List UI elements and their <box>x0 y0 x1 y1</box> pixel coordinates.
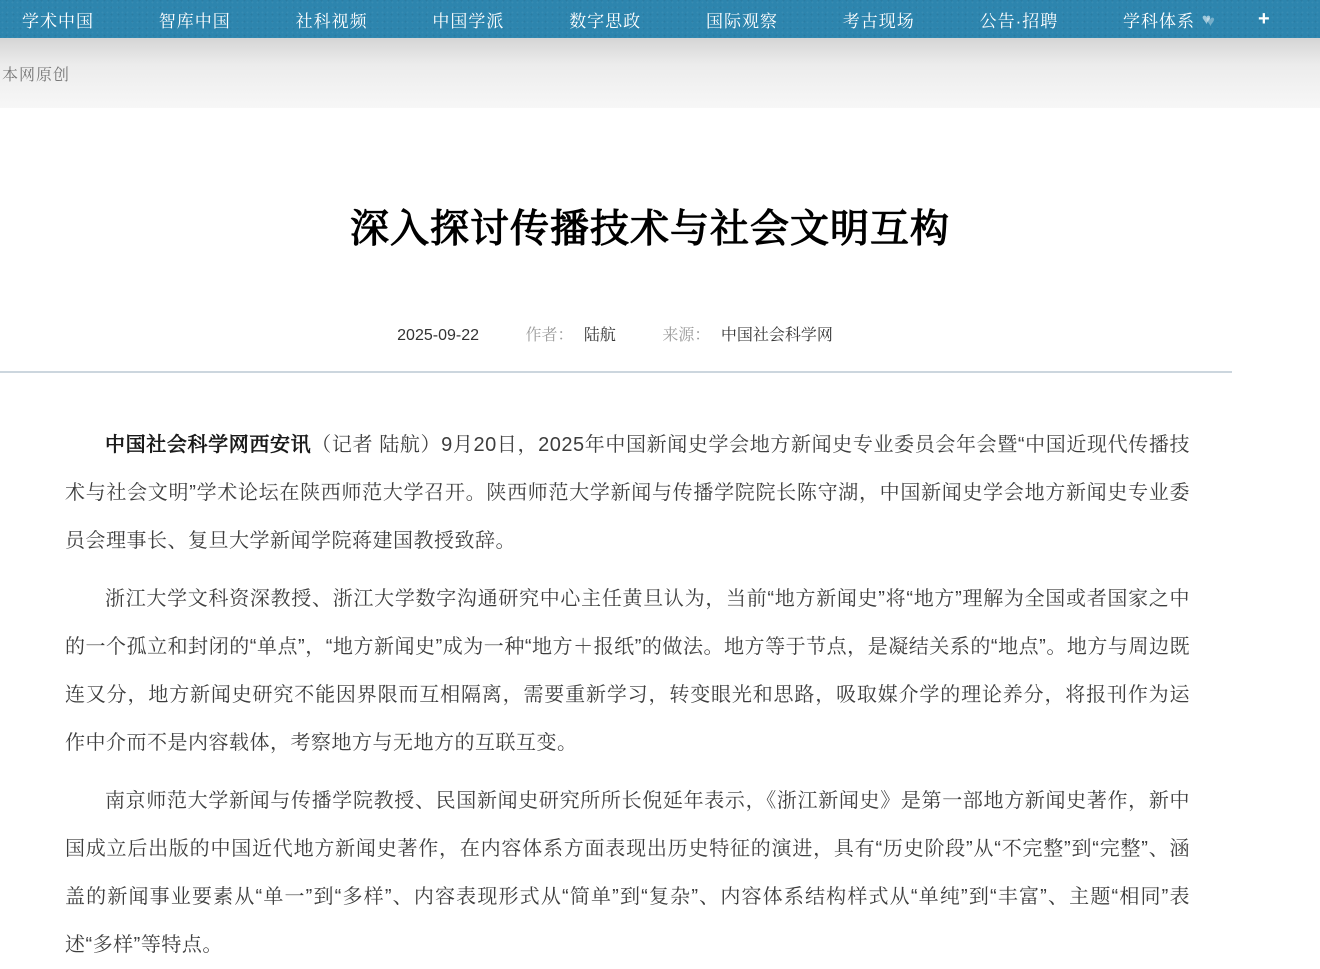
nav-items <box>22 7 1212 32</box>
article-title: 深入探讨传播技术与社会文明互构 <box>349 208 950 251</box>
article-page <box>0 108 1320 969</box>
paragraph-text: 南京师范大学新闻与传播学院教授、民国新闻史研究所所长倪延年表示，《浙江新闻史》是第一部地方新闻史著作，新中国成立后出版的中国近代地方新闻史著作，在内容体系方面表现出历史特征的演进，具有“历史阶段”从“不完整”到“完整”、涵盖的新闻事业要素从“单一”到“多样”、内容表现形式从“简单”到“复杂”、内容体系结构样式从“单纯”到“丰富”、主题“相同”表述“多样”等特点。 <box>65 790 1190 956</box>
paragraph-text: 浙江大学文科资深教授、浙江大学数字沟通研究中心主任黄旦认为，当前“地方新闻史”将“地方”理解为全国或者国家之中的一个孤立和封闭的“单点”，“地方新闻史”成为一种“地方＋报纸”的做法。地方等于节点，是凝结关系的“地点”。地方与周边既连又分，地方新闻史研究不能因界限而互相隔离，需要重新学习，转变眼光和思路，吸取媒介学的理论养分，将报刊作为运作中介而不是内容载体，考察地方与无地方的互联互变。 <box>65 588 1190 754</box>
source-name[interactable]: 中国社会科学网 <box>720 327 833 344</box>
article-body <box>65 421 1190 969</box>
nav-item-international-observe[interactable]: 国际观察 <box>705 11 778 31</box>
breadcrumb[interactable]: 本网原创 <box>2 67 71 84</box>
nav-item-thinktank-china[interactable]: 智库中国 <box>158 11 231 31</box>
paragraph-lead: 中国社会科学网西安讯 <box>105 434 312 456</box>
breadcrumb-band <box>0 38 1320 108</box>
paragraph-text: （记者 陆航）9月20日，2025年中国新闻史学会地方新闻史专业委员会年会暨“中国近现代传播技术与社会文明”学术论坛在陕西师范大学召开。陕西师范大学新闻与传播学院院长陈守湖，中国新闻史学会地方新闻史专业委员会理事长、复旦大学新闻学院蒋建国教授致辞。 <box>65 434 1191 552</box>
top-navbar <box>0 0 1320 38</box>
author-name: 陆航 <box>583 327 616 344</box>
nav-item-label: 学科体系 <box>1123 11 1196 31</box>
author-label: 作者： <box>525 327 574 344</box>
article-paragraph <box>65 421 1190 565</box>
publish-date: 2025-09-22 <box>397 327 479 344</box>
article-meta <box>0 322 1230 345</box>
article-paragraph <box>65 575 1190 767</box>
nav-item-notice-recruit[interactable]: 公告·招聘 <box>979 11 1059 31</box>
nav-item-china-school[interactable]: 中国学派 <box>432 11 505 31</box>
nav-item-archaeology-site[interactable]: 考古现场 <box>842 11 915 31</box>
article-paragraph <box>65 777 1190 969</box>
nav-item-discipline-system[interactable] <box>1123 7 1212 32</box>
nav-item-digital-ideology[interactable]: 数字思政 <box>569 11 642 31</box>
nav-expand-plus-button[interactable]: + <box>1258 8 1270 30</box>
meta-divider <box>0 371 1232 373</box>
source-label: 来源： <box>662 327 711 344</box>
nav-item-academic-china[interactable]: 学术中国 <box>22 11 94 31</box>
heart-icon: ♥ <box>1202 10 1212 28</box>
nav-item-social-science-video[interactable]: 社科视频 <box>295 11 368 31</box>
